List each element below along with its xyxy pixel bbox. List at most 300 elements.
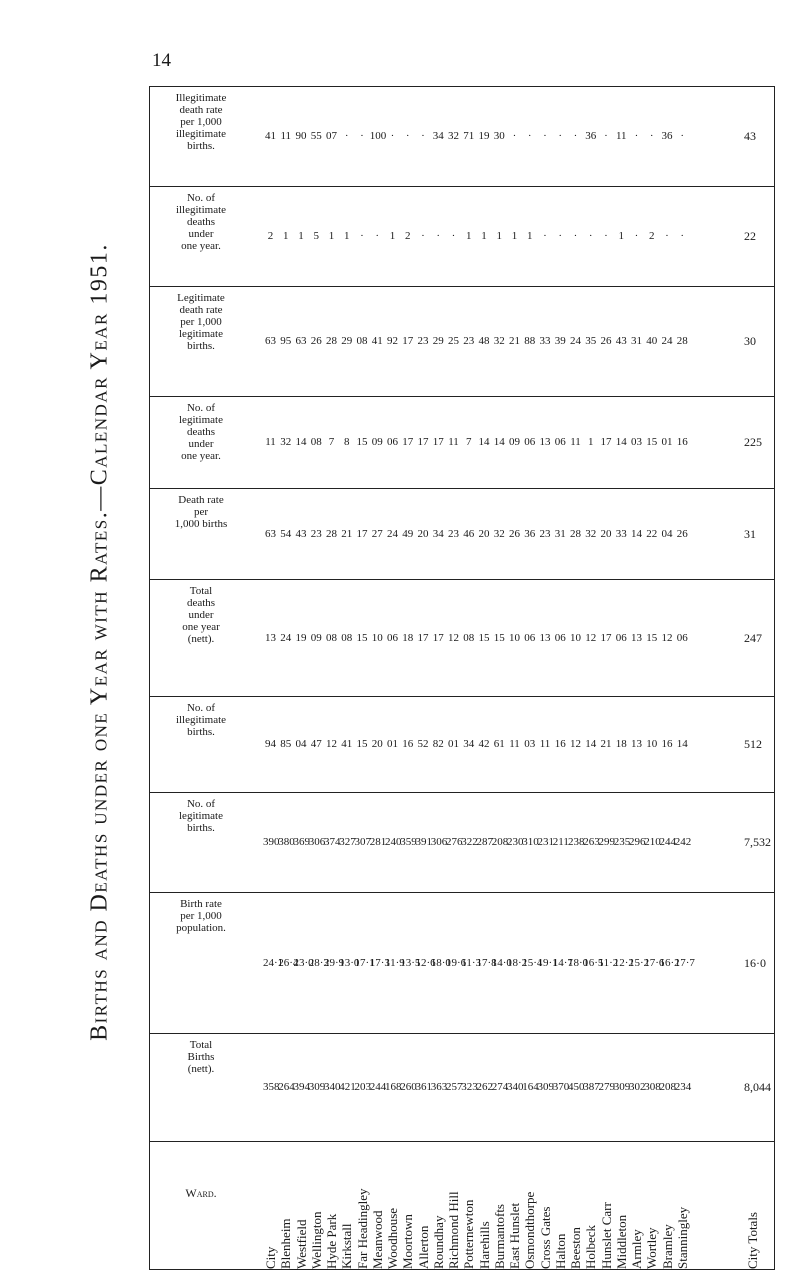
cell-birth_rate: 11·9 (385, 957, 405, 969)
cell-total_deaths: 06 (554, 632, 566, 644)
cell-illegit_death_rate: · (634, 130, 639, 142)
cell-illegit_deaths: 1 (298, 230, 304, 242)
cell-legit_death_rate: 26 (600, 335, 612, 347)
divider-birth_rate (149, 892, 775, 893)
header-line: illegitimate (175, 714, 227, 726)
cell-total_deaths: 19 (295, 632, 307, 644)
cell-death_rate: 28 (570, 528, 581, 540)
cell-legit_births: 391 (415, 836, 432, 848)
cell-total_births: 309 (308, 1081, 326, 1093)
cell-birth_rate: 17·6 (644, 957, 665, 969)
cell-birth_rate: 13·5 (400, 957, 421, 969)
cell-illegit_death_rate: 100 (369, 130, 387, 142)
cell-legit_births: 310 (522, 836, 539, 848)
total-birth_rate: 16·0 (744, 956, 766, 970)
cell-legit_deaths: 08 (310, 436, 322, 448)
total-illegit_births: 512 (744, 737, 762, 751)
header-line: one year (182, 621, 220, 633)
total-total_deaths: 247 (744, 631, 762, 645)
cell-illegit_deaths: 1 (481, 230, 487, 242)
cell-legit_deaths: 14 (478, 436, 490, 448)
cell-illegit_deaths: · (375, 230, 380, 242)
cell-legit_deaths: 32 (280, 436, 292, 448)
header-line: death rate (179, 304, 223, 316)
cell-birth_rate: 23·0 (293, 957, 314, 969)
cell-illegit_death_rate: 90 (295, 130, 307, 142)
cell-illegit_deaths: 1 (511, 230, 518, 242)
cell-legit_deaths: 14 (493, 436, 505, 448)
cell-illegit_death_rate: · (604, 130, 608, 142)
cell-total_births: 208 (659, 1081, 676, 1093)
cell-illegit_death_rate: · (649, 130, 654, 142)
ward-name: Cross Gates (537, 1206, 553, 1269)
cell-legit_deaths: 16 (676, 436, 688, 448)
cell-legit_death_rate: 48 (478, 335, 490, 347)
cell-illegit_births: 04 (295, 738, 307, 750)
header-line: one year. (181, 240, 221, 252)
cell-legit_death_rate: 95 (280, 335, 292, 347)
header-line: No. of (186, 402, 216, 414)
cell-total_deaths: 06 (524, 632, 536, 644)
city-totals-label: City Totals (745, 1212, 760, 1269)
divider-illegit_births (149, 696, 775, 697)
cell-illegit_deaths: · (421, 230, 425, 242)
header-line: under (188, 609, 214, 621)
cell-legit_births: 359 (400, 836, 417, 848)
header-legit_deaths (151, 402, 251, 462)
cell-birth_rate: 11·3 (461, 957, 482, 969)
cell-total_deaths: 15 (493, 632, 505, 644)
header-line: deaths (186, 597, 216, 609)
ward-name: Wellington (308, 1211, 324, 1269)
cell-total_deaths: 06 (615, 632, 627, 644)
cell-legit_deaths: 09 (371, 436, 383, 448)
ward-name: Bramley (659, 1224, 675, 1269)
header-death_rate (151, 494, 251, 530)
cell-legit_deaths: 01 (661, 436, 673, 448)
cell-illegit_births: 16 (661, 738, 673, 750)
cell-legit_deaths: 09 (509, 436, 520, 448)
cell-legit_death_rate: 29 (432, 335, 444, 347)
cell-total_births: 274 (491, 1081, 509, 1093)
total-illegit_deaths: 22 (744, 229, 756, 243)
cell-illegit_deaths: 1 (283, 230, 289, 242)
cell-total_births: 164 (522, 1081, 539, 1093)
cell-total_births: 262 (476, 1081, 493, 1093)
cell-death_rate: 46 (463, 528, 475, 540)
cell-illegit_death_rate: 07 (326, 130, 337, 142)
cell-illegit_births: 11 (539, 738, 551, 750)
cell-legit_births: 374 (324, 836, 341, 848)
cell-legit_births: 281 (369, 836, 387, 848)
cell-death_rate: 20 (417, 528, 429, 540)
cell-death_rate: 24 (387, 528, 398, 540)
cell-legit_births: 242 (674, 836, 692, 848)
ward-name: City (263, 1246, 278, 1269)
cell-total_deaths: 17 (600, 632, 612, 644)
divider-total_deaths (149, 579, 775, 580)
cell-legit_births: 380 (278, 836, 295, 848)
header-line: births. (187, 726, 215, 738)
cell-birth_rate: 18·0 (430, 957, 451, 969)
cell-legit_deaths: 1 (588, 436, 594, 448)
cell-death_rate: 32 (585, 528, 597, 540)
cell-illegit_deaths: 1 (466, 230, 472, 242)
births-deaths-table (149, 86, 775, 1270)
cell-total_births: 257 (446, 1081, 463, 1093)
cell-legit_death_rate: 63 (265, 335, 276, 347)
total-legit_death_rate: 30 (744, 334, 756, 348)
cell-death_rate: 26 (676, 528, 688, 540)
cell-illegit_births: 52 (417, 738, 429, 750)
cell-birth_rate: 12·2 (613, 957, 634, 969)
cell-total_births: 168 (385, 1081, 402, 1093)
ward-name: Richmond Hill (446, 1191, 461, 1269)
cell-illegit_births: 34 (463, 738, 475, 750)
cell-legit_deaths: 11 (265, 436, 276, 448)
cell-birth_rate: 16·2 (659, 957, 680, 969)
cell-illegit_death_rate: 30 (493, 130, 505, 142)
cell-legit_births: 276 (446, 836, 463, 848)
cell-total_deaths: 10 (371, 632, 383, 644)
header-line: death rate (179, 104, 223, 116)
cell-total_deaths: 13 (631, 632, 642, 644)
cell-legit_death_rate: 43 (615, 335, 627, 347)
cell-legit_death_rate: 26 (310, 335, 322, 347)
cell-total_births: 323 (461, 1081, 478, 1093)
header-line: 1,000 births (174, 518, 228, 530)
cell-death_rate: 14 (631, 528, 642, 540)
header-line: under (188, 438, 214, 450)
header-line: births. (187, 822, 215, 834)
cell-illegit_deaths: 1 (618, 230, 624, 242)
cell-illegit_births: 21 (600, 738, 612, 750)
cell-illegit_death_rate: · (390, 130, 395, 142)
header-legit_births (151, 798, 251, 834)
cell-illegit_births: 20 (371, 738, 383, 750)
cell-birth_rate: 17·1 (354, 957, 375, 969)
header-line: Total (189, 585, 213, 597)
total-death_rate: 31 (744, 527, 756, 541)
cell-illegit_death_rate: 32 (448, 130, 459, 142)
ward-name: East Hunslet (507, 1202, 522, 1269)
cell-legit_death_rate: 17 (402, 335, 414, 347)
header-birth_rate (151, 898, 251, 934)
cell-legit_deaths: 03 (631, 436, 642, 448)
cell-death_rate: 43 (295, 528, 307, 540)
cell-illegit_death_rate: · (512, 130, 517, 142)
cell-illegit_death_rate: 36 (661, 130, 673, 142)
cell-illegit_death_rate: · (360, 130, 364, 142)
cell-illegit_deaths: · (680, 230, 685, 242)
cell-legit_births: 238 (568, 836, 585, 848)
header-illegit_deaths (151, 192, 251, 252)
cell-illegit_deaths: 1 (496, 230, 502, 242)
cell-birth_rate: 26·4 (278, 957, 299, 969)
cell-legit_births: 322 (461, 836, 478, 848)
total-illegit_death_rate: 43 (744, 129, 756, 143)
cell-death_rate: 23 (448, 528, 459, 540)
header-line: Illegitimate (175, 92, 227, 104)
cell-legit_death_rate: 28 (326, 335, 337, 347)
ward-name: Halton (552, 1233, 568, 1269)
cell-illegit_births: 41 (341, 738, 353, 750)
divider-legit_deaths (149, 396, 775, 397)
cell-legit_births: 230 (507, 836, 524, 848)
cell-total_births: 264 (278, 1081, 295, 1093)
cell-total_births: 234 (674, 1081, 692, 1093)
cell-legit_births: 263 (583, 836, 600, 848)
cell-illegit_deaths: 2 (267, 230, 274, 242)
cell-illegit_births: 03 (524, 738, 536, 750)
cell-legit_deaths: 17 (432, 436, 444, 448)
cell-legit_deaths: 17 (600, 436, 612, 448)
header-line: births. (187, 140, 215, 152)
header-line: No. of (186, 798, 216, 810)
cell-legit_births: 296 (629, 836, 646, 848)
cell-illegit_births: 85 (280, 738, 292, 750)
divider-legit_death_rate (149, 286, 775, 287)
cell-death_rate: 32 (493, 528, 505, 540)
header-line: legitimate (179, 328, 223, 340)
cell-total_deaths: 15 (646, 632, 658, 644)
header-line: per 1,000 (180, 316, 222, 328)
cell-total_births: 309 (537, 1081, 554, 1093)
cell-total_births: 450 (568, 1081, 585, 1093)
cell-total_deaths: 17 (432, 632, 444, 644)
cell-illegit_death_rate: · (558, 130, 563, 142)
cell-total_births: 244 (369, 1081, 387, 1093)
header-line: births. (187, 340, 215, 352)
cell-total_births: 358 (263, 1081, 280, 1093)
cell-legit_births: 369 (293, 836, 310, 848)
cell-death_rate: 21 (341, 528, 353, 540)
cell-illegit_death_rate: 11 (280, 130, 292, 142)
cell-illegit_deaths: · (573, 230, 578, 242)
cell-death_rate: 04 (661, 528, 673, 540)
cell-illegit_births: 61 (493, 738, 505, 750)
ward-name: Allerton (415, 1225, 431, 1269)
cell-total_births: 302 (629, 1081, 646, 1093)
cell-death_rate: 36 (524, 528, 536, 540)
cell-legit_death_rate: 23 (417, 335, 429, 347)
cell-total_births: 370 (552, 1081, 570, 1093)
cell-illegit_births: 12 (570, 738, 581, 750)
cell-illegit_births: 16 (554, 738, 566, 750)
ward-name: Burmantofts (491, 1204, 507, 1269)
cell-illegit_deaths: 1 (527, 230, 533, 242)
cell-legit_births: 287 (476, 836, 493, 848)
cell-death_rate: 54 (280, 528, 292, 540)
cell-death_rate: 17 (356, 528, 368, 540)
ward-name: Westfield (293, 1219, 309, 1269)
cell-illegit_births: 14 (676, 738, 688, 750)
header-line: Total (189, 1039, 213, 1051)
cell-total_deaths: 06 (387, 632, 398, 644)
cell-illegit_death_rate: 11 (615, 130, 627, 142)
cell-total_deaths: 12 (585, 632, 597, 644)
cell-legit_death_rate: 41 (371, 335, 383, 347)
cell-illegit_deaths: · (360, 230, 364, 242)
cell-illegit_births: 11 (509, 738, 520, 750)
cell-illegit_births: 10 (646, 738, 658, 750)
cell-illegit_death_rate: · (421, 130, 425, 142)
ward-name: Potternewton (461, 1199, 477, 1269)
cell-legit_death_rate: 24 (661, 335, 673, 347)
cell-illegit_births: 01 (387, 738, 398, 750)
cell-legit_deaths: 11 (570, 436, 581, 448)
cell-total_deaths: 12 (448, 632, 459, 644)
header-line: deaths (186, 216, 216, 228)
cell-birth_rate: 19·1 (537, 957, 558, 969)
cell-total_deaths: 10 (570, 632, 581, 644)
cell-illegit_deaths: 1 (344, 230, 350, 242)
total-total_births: 8,044 (744, 1080, 771, 1094)
cell-total_births: 309 (613, 1081, 631, 1093)
cell-birth_rate: 15·2 (629, 957, 650, 969)
header-total_deaths (151, 585, 251, 645)
cell-illegit_deaths: 2 (405, 230, 411, 242)
header-line: per 1,000 (180, 910, 222, 922)
cell-illegit_deaths: 1 (328, 230, 335, 242)
cell-death_rate: 34 (432, 528, 444, 540)
cell-birth_rate: 28·3 (308, 957, 329, 969)
cell-total_births: 361 (415, 1081, 432, 1093)
cell-illegit_deaths: 5 (313, 230, 319, 242)
ward-name: Meanwood (369, 1210, 385, 1269)
header-line: Legitimate (177, 292, 225, 304)
ward-name: Stanningley (674, 1206, 690, 1269)
cell-total_deaths: 15 (356, 632, 368, 644)
cell-death_rate: 22 (646, 528, 658, 540)
header-line: legitimate (179, 810, 223, 822)
header-line: per (193, 506, 209, 518)
cell-illegit_death_rate: 36 (585, 130, 597, 142)
cell-legit_births: 235 (613, 836, 631, 848)
cell-total_births: 363 (430, 1081, 448, 1093)
cell-legit_deaths: 15 (356, 436, 368, 448)
cell-death_rate: 28 (326, 528, 337, 540)
header-line: deaths (186, 426, 216, 438)
cell-birth_rate: 18·2 (507, 957, 528, 969)
ward-name: Middleton (613, 1214, 629, 1269)
cell-birth_rate: 13·0 (339, 957, 360, 969)
cell-illegit_births: 18 (615, 738, 627, 750)
cell-total_deaths: 08 (463, 632, 475, 644)
header-line: (nett). (187, 1063, 215, 1075)
cell-illegit_death_rate: 19 (478, 130, 490, 142)
header-legit_death_rate (151, 292, 251, 352)
cell-legit_death_rate: 25 (448, 335, 459, 347)
divider-death_rate (149, 488, 775, 489)
cell-illegit_births: 14 (585, 738, 597, 750)
cell-total_births: 340 (324, 1081, 341, 1093)
cell-illegit_births: 16 (402, 738, 414, 750)
total-legit_births: 7,532 (744, 835, 771, 849)
cell-illegit_deaths: · (604, 230, 608, 242)
cell-legit_deaths: 06 (524, 436, 536, 448)
cell-illegit_deaths: 1 (389, 230, 396, 242)
cell-illegit_births: 01 (448, 738, 459, 750)
header-total_births (151, 1039, 251, 1075)
cell-illegit_death_rate: · (543, 130, 547, 142)
cell-illegit_births: 12 (326, 738, 337, 750)
cell-birth_rate: 15·4 (522, 957, 543, 969)
cell-illegit_births: 82 (432, 738, 444, 750)
cell-death_rate: 33 (615, 528, 627, 540)
header-line: Death rate (178, 494, 224, 506)
cell-birth_rate: 17·7 (674, 957, 695, 969)
header-line: illegitimate (175, 128, 227, 140)
cell-death_rate: 20 (478, 528, 490, 540)
divider-legit_births (149, 792, 775, 793)
cell-total_births: 308 (644, 1081, 661, 1093)
cell-illegit_death_rate: 34 (432, 130, 444, 142)
cell-legit_deaths: 14 (615, 436, 627, 448)
cell-illegit_deaths: · (436, 230, 441, 242)
header-line: No. of (186, 702, 216, 714)
cell-legit_death_rate: 32 (493, 335, 505, 347)
cell-legit_births: 210 (644, 836, 661, 848)
cell-legit_death_rate: 39 (554, 335, 566, 347)
cell-legit_deaths: 13 (539, 436, 551, 448)
ward-name: Beeston (568, 1227, 583, 1269)
cell-legit_death_rate: 33 (539, 335, 551, 347)
cell-legit_death_rate: 29 (341, 335, 353, 347)
cell-legit_death_rate: 88 (524, 335, 536, 347)
cell-legit_death_rate: 28 (676, 335, 688, 347)
cell-legit_deaths: 06 (554, 436, 566, 448)
cell-total_births: 340 (507, 1081, 524, 1093)
cell-birth_rate: 12·6 (415, 957, 436, 969)
cell-legit_births: 307 (354, 836, 371, 848)
cell-total_births: 387 (583, 1081, 600, 1093)
cell-total_births: 203 (354, 1081, 371, 1093)
cell-illegit_births: 42 (478, 738, 490, 750)
cell-total_deaths: 08 (341, 632, 353, 644)
cell-legit_deaths: 7 (466, 436, 472, 448)
cell-legit_deaths: 14 (295, 436, 307, 448)
cell-legit_births: 211 (552, 836, 569, 848)
cell-legit_deaths: 15 (646, 436, 658, 448)
cell-legit_deaths: 06 (387, 436, 398, 448)
cell-illegit_death_rate: · (573, 130, 578, 142)
header-line: No. of (186, 192, 216, 204)
cell-illegit_death_rate: · (405, 130, 410, 142)
page-title: Births and Deaths under one Year with Rates.—Calendar Year 1951. (86, 243, 113, 1041)
cell-total_births: 260 (400, 1081, 417, 1093)
ward-name: Armley (629, 1229, 644, 1269)
cell-legit_births: 240 (385, 836, 402, 848)
cell-total_deaths: 18 (402, 632, 414, 644)
cell-legit_deaths: 7 (328, 436, 335, 448)
cell-birth_rate: 14·0 (491, 957, 512, 969)
header-line: under (188, 228, 214, 240)
cell-total_deaths: 15 (478, 632, 490, 644)
cell-legit_births: 306 (308, 836, 326, 848)
header-line: (nett). (187, 633, 215, 645)
cell-total_births: 279 (598, 1081, 615, 1093)
cell-birth_rate: 19·6 (446, 957, 467, 969)
cell-legit_deaths: 8 (344, 436, 350, 448)
cell-birth_rate: 14·7 (552, 957, 573, 969)
header-line: population. (176, 922, 226, 934)
cell-total_deaths: 08 (326, 632, 337, 644)
cell-death_rate: 20 (600, 528, 612, 540)
cell-legit_births: 244 (659, 836, 676, 848)
total-legit_deaths: 225 (744, 435, 762, 449)
cell-legit_deaths: 17 (402, 436, 414, 448)
